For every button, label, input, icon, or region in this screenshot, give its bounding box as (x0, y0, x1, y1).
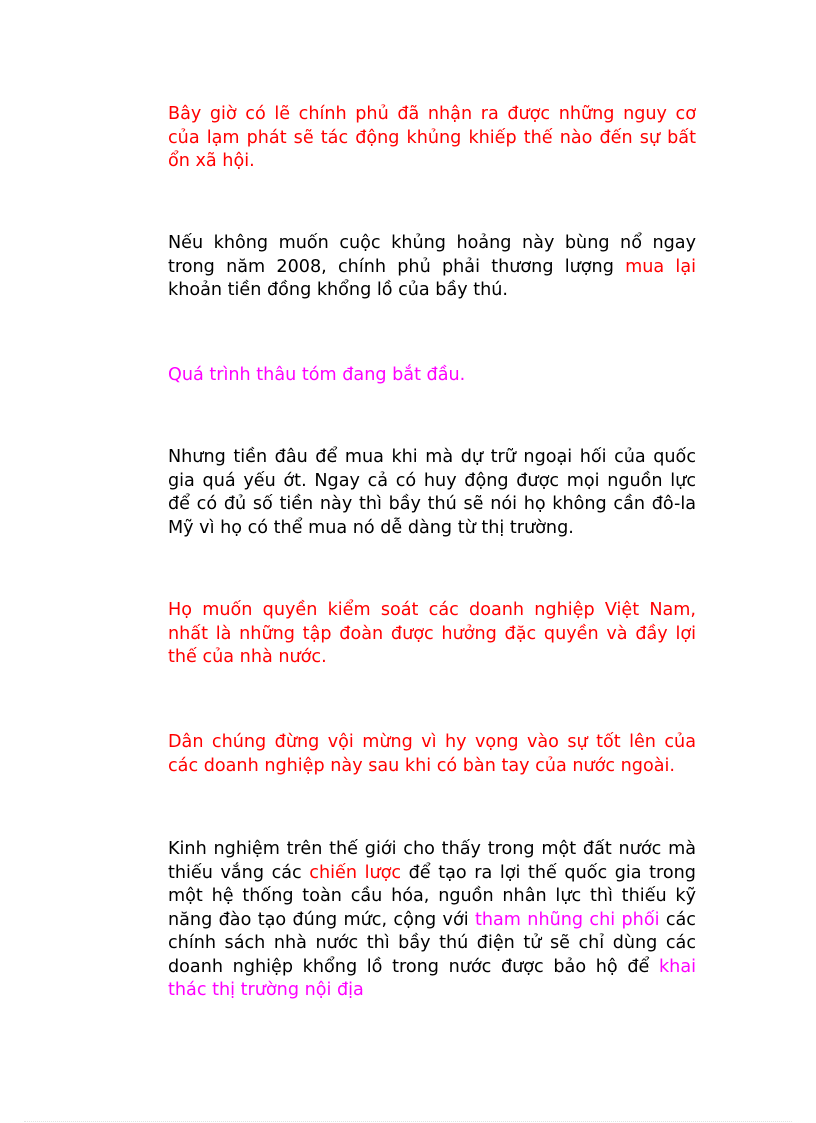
paragraph-text-part1: Nếu không muốn cuộc khủng hoảng này bùng nổ ngay trong năm 2008, chính phủ phải thương lượng (168, 233, 696, 277)
highlight-chien-luoc: chiến lược (309, 862, 402, 883)
paragraph-crisis-2008 (168, 232, 696, 303)
paragraph-text-part1: Kinh nghiệm trên thế giới cho thấy trong một đất nước mà thiếu vắng các (168, 839, 696, 883)
highlight-khai-thac: khai thác thị trường nội địa (168, 956, 696, 1000)
paragraph-text-part2: để tạo ra lợi thế quốc gia trong một hệ thống toàn cầu hóa, nguồn nhân lực thì thiếu kỹ năng đào tạo đúng mức, cộng với (168, 862, 696, 930)
paragraph-text-part2: khoản tiền đồng khổng lồ của bầy thú. (168, 280, 509, 300)
paragraph-acquisition-start (168, 364, 696, 388)
paragraph-text: Họ muốn quyền kiểm soát các doanh nghiệp Việt Nam, nhất là những tập đoàn được hưởng đặc quyền và đầy lợi thế của nhà nước. (168, 600, 696, 667)
page-bottom-rule (24, 1121, 792, 1122)
paragraph-foreign-reserves (168, 446, 696, 540)
highlight-mua-lai: mua lại (625, 256, 696, 277)
paragraph-text: Nhưng tiền đâu để mua khi mà dự trữ ngoại hối của quốc gia quá yếu ớt. Ngay cả có huy động được mọi nguồn lực để có đủ số tiền này thì bầy thú sẽ nói họ không cần đô-la Mỹ vì họ có thể mua nó dễ dàng từ thị trường. (168, 447, 696, 538)
paragraph-control-enterprises (168, 599, 696, 670)
paragraph-inflation-risk (168, 103, 696, 174)
paragraph-text: Dân chúng đừng vội mừng vì hy vọng vào sự tốt lên của các doanh nghiệp này sau khi có bàn tay của nước ngoài. (168, 732, 696, 776)
paragraph-public-warning (168, 731, 696, 778)
highlight-tham-nhung: tham nhũng chi phối (474, 909, 660, 930)
paragraph-text-part3: các chính sách nhà nước thì bầy thú điện tử sẽ chỉ dùng các doanh nghiệp khổng lồ trong nước được bảo hộ để (168, 909, 696, 977)
paragraph-text: Quá trình thâu tóm đang bắt đầu. (168, 365, 466, 385)
paragraph-text: Bây giờ có lẽ chính phủ đã nhận ra được những nguy cơ của lạm phát sẽ tác động khủng khiếp thế nào đến sự bất ổn xã hội. (168, 104, 696, 171)
paragraph-world-experience (168, 838, 696, 1003)
